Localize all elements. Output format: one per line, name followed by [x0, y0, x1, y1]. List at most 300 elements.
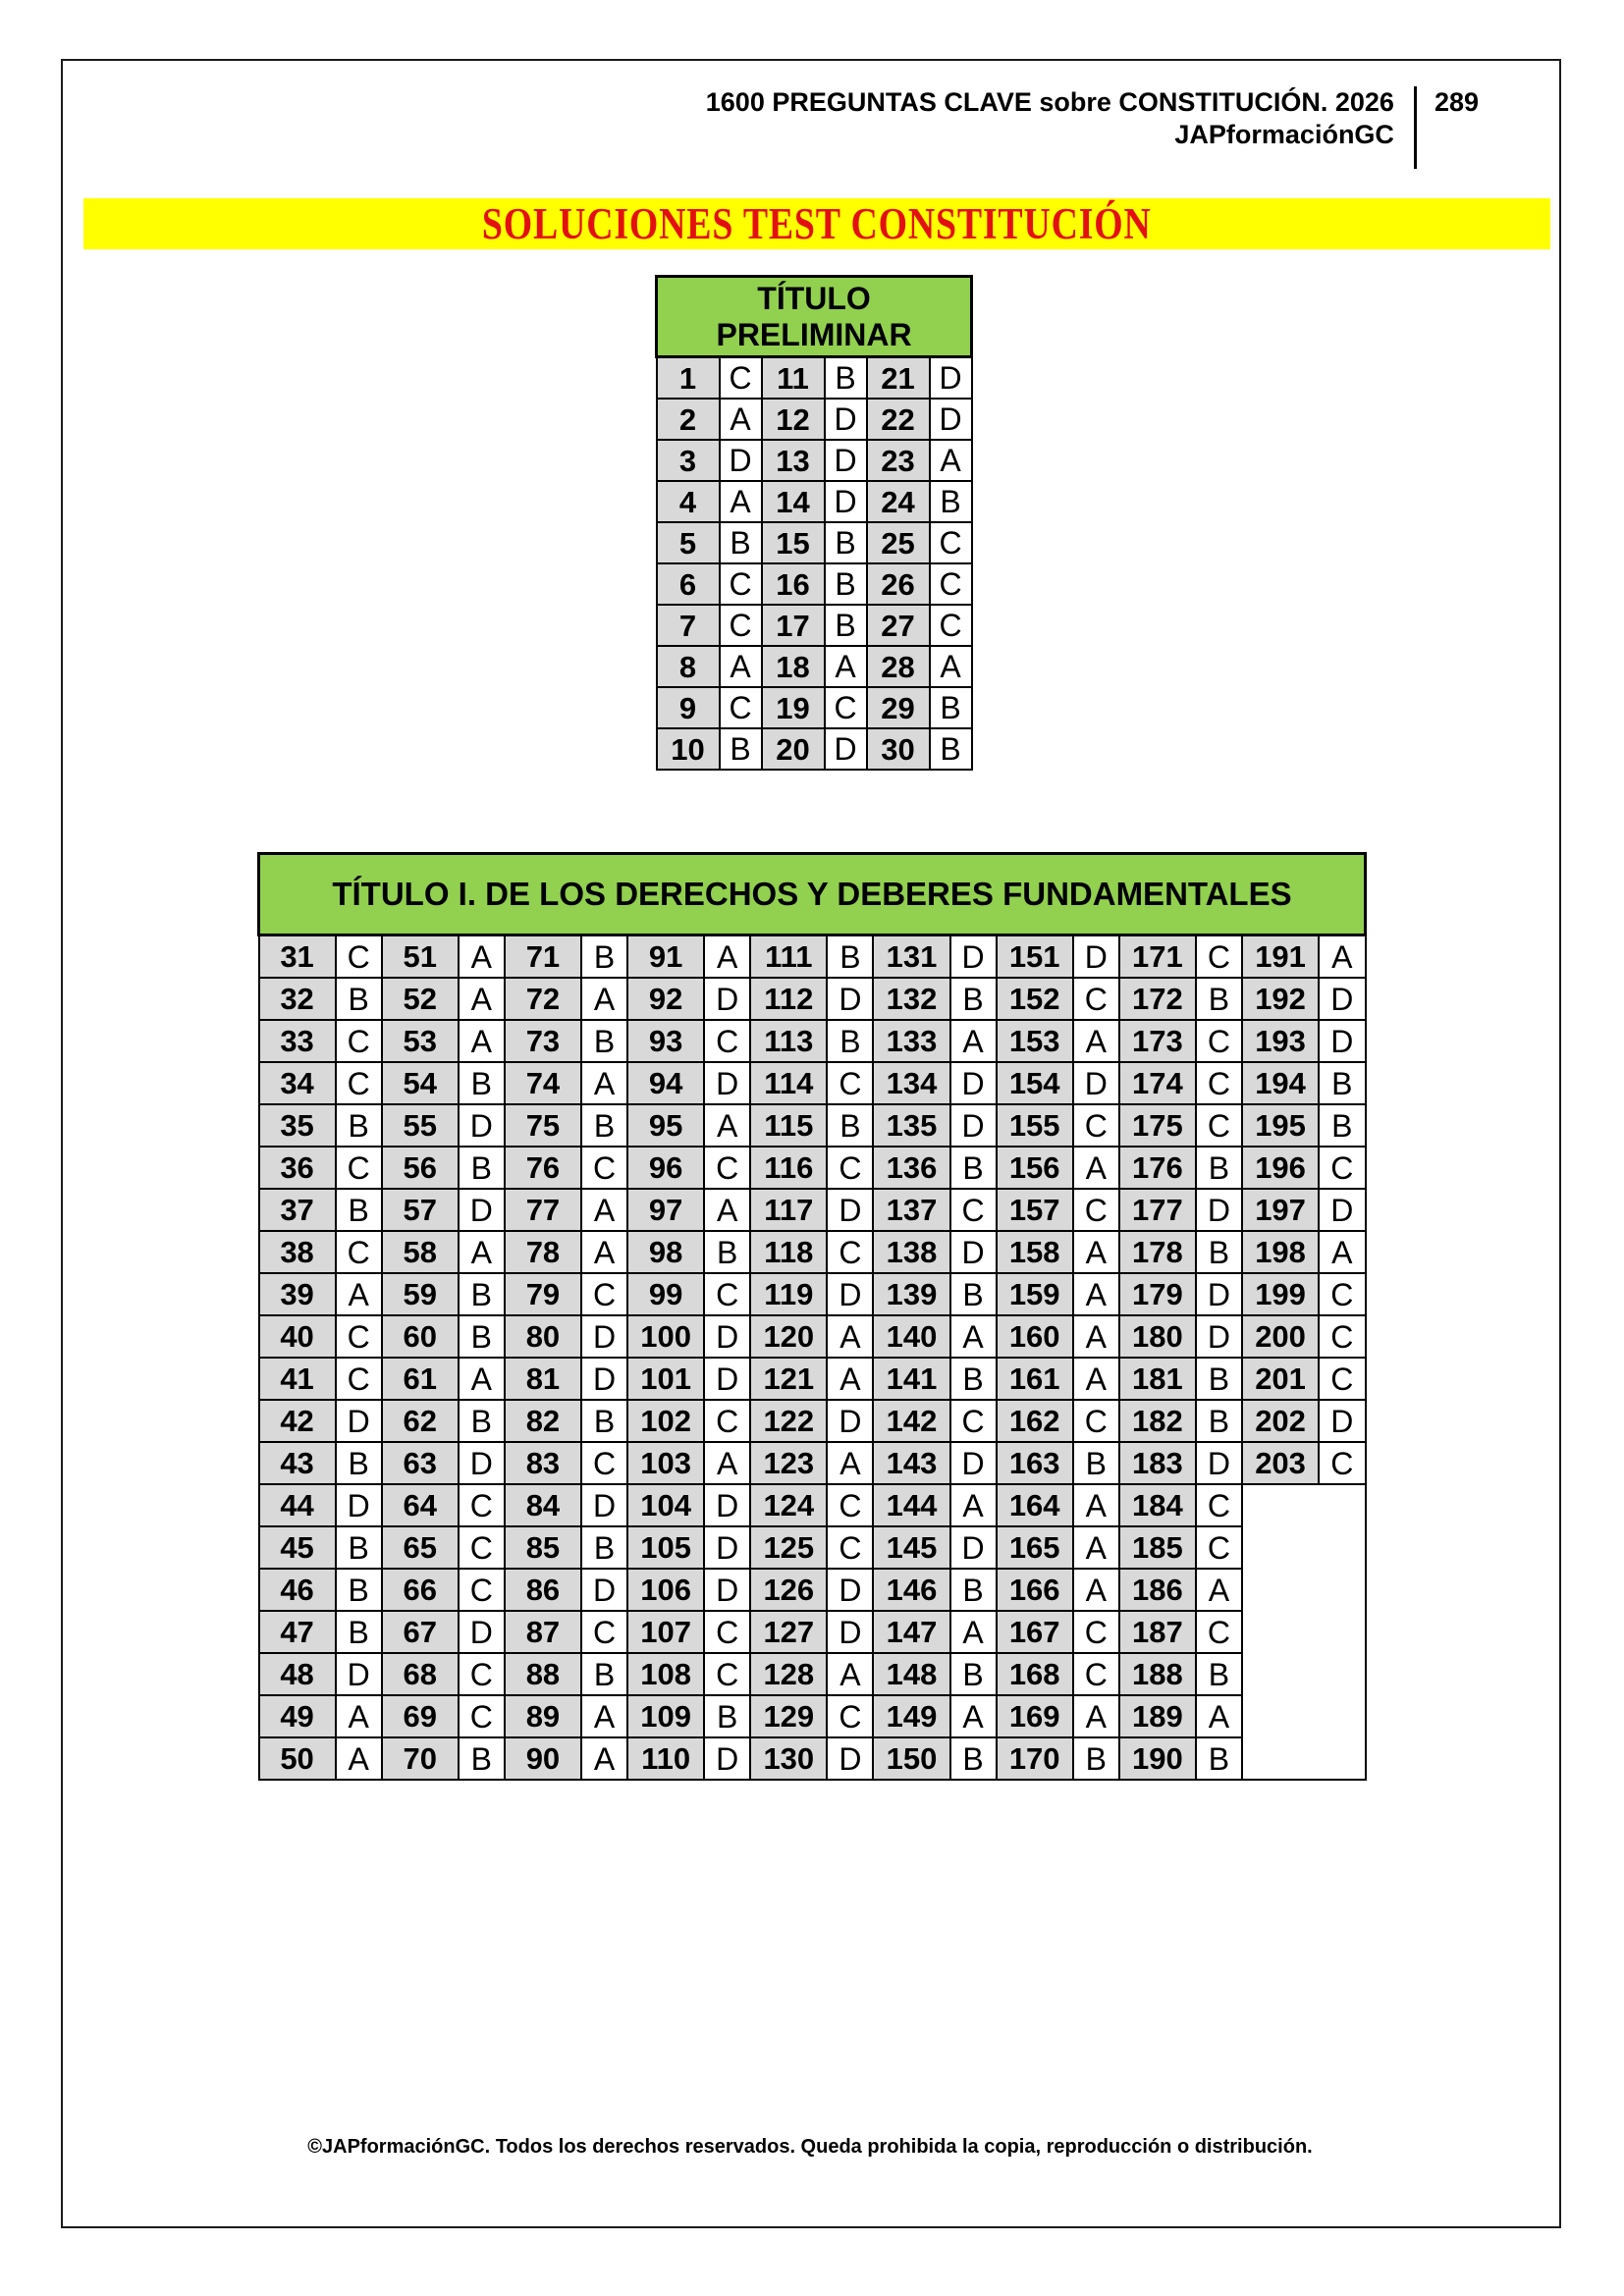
answer-letter-cell: A — [827, 1653, 873, 1695]
question-number-cell: 99 — [627, 1273, 704, 1315]
answer-row — [259, 1020, 1366, 1062]
answer-letter-cell: D — [581, 1569, 627, 1611]
answer-letter-cell: A — [1073, 1484, 1119, 1526]
question-number-cell: 104 — [627, 1484, 704, 1526]
question-number-cell: 188 — [1119, 1653, 1196, 1695]
question-number-cell: 171 — [1119, 935, 1196, 979]
question-number-cell: 169 — [997, 1695, 1073, 1737]
question-number-cell: 94 — [627, 1062, 704, 1104]
question-number-cell: 69 — [382, 1695, 459, 1737]
answer-letter-cell: B — [1196, 1147, 1242, 1189]
question-number-cell: 170 — [997, 1737, 1073, 1780]
question-number-cell: 45 — [259, 1526, 336, 1569]
answer-letter-cell: B — [459, 1737, 505, 1780]
answer-letter-cell: C — [1073, 1653, 1119, 1695]
answer-letter-cell: A — [720, 399, 762, 440]
answer-letter-cell: B — [581, 1653, 627, 1695]
answer-letter-cell: D — [930, 357, 972, 400]
answer-letter-cell: D — [950, 1062, 997, 1104]
question-number-cell: 102 — [627, 1400, 704, 1442]
answer-letter-cell: C — [336, 1147, 382, 1189]
answer-letter-cell: D — [825, 728, 867, 770]
answer-row — [259, 1358, 1366, 1400]
answer-letter-cell: A — [827, 1442, 873, 1484]
answer-letter-cell: C — [827, 1062, 873, 1104]
question-number-cell: 96 — [627, 1147, 704, 1189]
question-number-cell: 62 — [382, 1400, 459, 1442]
answer-letter-cell: B — [825, 605, 867, 646]
answer-letter-cell: C — [704, 1147, 750, 1189]
question-number-cell: 190 — [1119, 1737, 1196, 1780]
question-number-cell: 140 — [873, 1315, 949, 1358]
answer-letter-cell: C — [1196, 1484, 1242, 1526]
question-number-cell: 21 — [867, 357, 930, 400]
answer-letter-cell: D — [1196, 1315, 1242, 1358]
answer-row — [259, 1569, 1366, 1611]
question-number-cell: 185 — [1119, 1526, 1196, 1569]
answer-letter-cell: B — [1319, 1062, 1365, 1104]
answer-letter-cell: C — [581, 1147, 627, 1189]
answer-row — [259, 1104, 1366, 1147]
answer-letter-cell: A — [1073, 1231, 1119, 1273]
question-number-cell: 68 — [382, 1653, 459, 1695]
answer-row — [657, 481, 972, 522]
answer-letter-cell: C — [1073, 1400, 1119, 1442]
question-number-cell: 174 — [1119, 1062, 1196, 1104]
question-number-cell: 146 — [873, 1569, 949, 1611]
question-number-cell: 123 — [750, 1442, 827, 1484]
banner-title: SOLUCIONES TEST CONSTITUCIÓN — [482, 199, 1152, 248]
answer-letter-cell: A — [704, 1442, 750, 1484]
question-number-cell: 142 — [873, 1400, 949, 1442]
answer-letter-cell: B — [720, 522, 762, 563]
answer-letter-cell: D — [1073, 935, 1119, 979]
question-number-cell: 158 — [997, 1231, 1073, 1273]
question-number-cell: 14 — [762, 481, 825, 522]
question-number-cell: 40 — [259, 1315, 336, 1358]
question-number-cell: 75 — [505, 1104, 581, 1147]
question-number-cell: 34 — [259, 1062, 336, 1104]
answer-letter-cell: A — [950, 1020, 997, 1062]
question-number-cell: 54 — [382, 1062, 459, 1104]
answer-letter-cell: C — [704, 1653, 750, 1695]
question-number-cell: 195 — [1242, 1104, 1319, 1147]
answer-letter-cell: A — [1196, 1695, 1242, 1737]
question-number-cell: 92 — [627, 978, 704, 1020]
answer-letter-cell: C — [827, 1526, 873, 1569]
answer-letter-cell: C — [720, 605, 762, 646]
question-number-cell: 157 — [997, 1189, 1073, 1231]
answer-letter-cell: A — [1319, 935, 1365, 979]
answer-row — [657, 687, 972, 728]
answer-letter-cell: C — [336, 1062, 382, 1104]
question-number-cell: 186 — [1119, 1569, 1196, 1611]
question-number-cell: 117 — [750, 1189, 827, 1231]
question-number-cell: 53 — [382, 1020, 459, 1062]
question-number-cell: 177 — [1119, 1189, 1196, 1231]
question-number-cell: 129 — [750, 1695, 827, 1737]
answer-letter-cell: D — [704, 1569, 750, 1611]
question-number-cell: 145 — [873, 1526, 949, 1569]
question-number-cell: 199 — [1242, 1273, 1319, 1315]
question-number-cell: 119 — [750, 1273, 827, 1315]
answer-letter-cell: C — [336, 1315, 382, 1358]
answer-letter-cell: D — [950, 1104, 997, 1147]
answer-letter-cell: C — [704, 1611, 750, 1653]
question-number-cell: 6 — [657, 563, 720, 605]
answer-letter-cell: C — [336, 935, 382, 979]
question-number-cell: 164 — [997, 1484, 1073, 1526]
question-number-cell: 155 — [997, 1104, 1073, 1147]
empty-cell — [1242, 1484, 1366, 1780]
question-number-cell: 28 — [867, 646, 930, 687]
question-number-cell: 76 — [505, 1147, 581, 1189]
question-number-cell: 95 — [627, 1104, 704, 1147]
answer-letter-cell: B — [825, 522, 867, 563]
answer-letter-cell: D — [827, 1273, 873, 1315]
answer-letter-cell: D — [1319, 1400, 1365, 1442]
answer-row — [657, 522, 972, 563]
answer-letter-cell: C — [336, 1020, 382, 1062]
table-title: TÍTULO I. DE LOS DERECHOS Y DEBERES FUNDAMENTALES — [259, 854, 1366, 935]
answer-letter-cell: C — [1196, 1062, 1242, 1104]
question-number-cell: 180 — [1119, 1315, 1196, 1358]
answer-letter-cell: D — [459, 1104, 505, 1147]
answer-row — [259, 1526, 1366, 1569]
answer-letter-cell: B — [459, 1062, 505, 1104]
question-number-cell: 163 — [997, 1442, 1073, 1484]
question-number-cell: 162 — [997, 1400, 1073, 1442]
answer-letter-cell: A — [950, 1484, 997, 1526]
question-number-cell: 81 — [505, 1358, 581, 1400]
answer-letter-cell: B — [459, 1273, 505, 1315]
question-number-cell: 56 — [382, 1147, 459, 1189]
answer-letter-cell: D — [1319, 1020, 1365, 1062]
answer-letter-cell: B — [336, 1442, 382, 1484]
answers-body — [657, 357, 972, 771]
header-divider — [1414, 86, 1417, 169]
answer-letter-cell: C — [459, 1653, 505, 1695]
question-number-cell: 138 — [873, 1231, 949, 1273]
question-number-cell: 101 — [627, 1358, 704, 1400]
question-number-cell: 136 — [873, 1147, 949, 1189]
question-number-cell: 19 — [762, 687, 825, 728]
question-number-cell: 5 — [657, 522, 720, 563]
answer-letter-cell: A — [459, 1231, 505, 1273]
answer-letter-cell: C — [1319, 1273, 1365, 1315]
answer-letter-cell: C — [1196, 1526, 1242, 1569]
question-number-cell: 128 — [750, 1653, 827, 1695]
question-number-cell: 65 — [382, 1526, 459, 1569]
answer-letter-cell: C — [827, 1484, 873, 1526]
answer-letter-cell: A — [950, 1695, 997, 1737]
answer-letter-cell: C — [950, 1400, 997, 1442]
answer-letter-cell: C — [1196, 1611, 1242, 1653]
question-number-cell: 182 — [1119, 1400, 1196, 1442]
question-number-cell: 135 — [873, 1104, 949, 1147]
answer-row — [259, 978, 1366, 1020]
question-number-cell: 39 — [259, 1273, 336, 1315]
question-number-cell: 37 — [259, 1189, 336, 1231]
question-number-cell: 74 — [505, 1062, 581, 1104]
question-number-cell: 13 — [762, 440, 825, 481]
answer-row — [657, 357, 972, 400]
question-number-cell: 184 — [1119, 1484, 1196, 1526]
answer-letter-cell: D — [1319, 1189, 1365, 1231]
answer-letter-cell: B — [336, 1611, 382, 1653]
question-number-cell: 35 — [259, 1104, 336, 1147]
question-number-cell: 137 — [873, 1189, 949, 1231]
answer-letter-cell: A — [459, 935, 505, 979]
question-number-cell: 98 — [627, 1231, 704, 1273]
answer-letter-cell: C — [720, 687, 762, 728]
question-number-cell: 203 — [1242, 1442, 1319, 1484]
answer-letter-cell: D — [1319, 978, 1365, 1020]
answer-letter-cell: B — [336, 1569, 382, 1611]
question-number-cell: 61 — [382, 1358, 459, 1400]
answer-letter-cell: A — [336, 1695, 382, 1737]
question-number-cell: 2 — [657, 399, 720, 440]
answer-letter-cell: A — [827, 1358, 873, 1400]
answer-letter-cell: A — [950, 1611, 997, 1653]
question-number-cell: 47 — [259, 1611, 336, 1653]
answer-row — [657, 440, 972, 481]
question-number-cell: 10 — [657, 728, 720, 770]
answer-letter-cell: B — [950, 1273, 997, 1315]
answer-letter-cell: B — [336, 1526, 382, 1569]
answer-letter-cell: A — [930, 440, 972, 481]
table-header-row — [657, 277, 972, 357]
answer-row — [657, 563, 972, 605]
answer-letter-cell: B — [1196, 1231, 1242, 1273]
question-number-cell: 73 — [505, 1020, 581, 1062]
question-number-cell: 198 — [1242, 1231, 1319, 1273]
question-number-cell: 3 — [657, 440, 720, 481]
question-number-cell: 167 — [997, 1611, 1073, 1653]
answer-letter-cell: B — [950, 1737, 997, 1780]
answer-letter-cell: B — [1196, 978, 1242, 1020]
answer-letter-cell: A — [581, 1189, 627, 1231]
answer-row — [259, 1273, 1366, 1315]
answer-letter-cell: A — [581, 1737, 627, 1780]
answer-letter-cell: A — [1196, 1569, 1242, 1611]
answer-letter-cell: A — [825, 646, 867, 687]
copyright-footer: ©JAPformaciónGC. Todos los derechos reservados. Queda prohibida la copia, reproducción o distribución. — [307, 2136, 1313, 2158]
question-number-cell: 126 — [750, 1569, 827, 1611]
question-number-cell: 192 — [1242, 978, 1319, 1020]
answer-letter-cell: C — [704, 1400, 750, 1442]
answer-letter-cell: D — [827, 1611, 873, 1653]
answer-letter-cell: B — [827, 935, 873, 979]
answer-letter-cell: A — [336, 1273, 382, 1315]
question-number-cell: 132 — [873, 978, 949, 1020]
question-number-cell: 103 — [627, 1442, 704, 1484]
question-number-cell: 82 — [505, 1400, 581, 1442]
answer-letter-cell: D — [581, 1484, 627, 1526]
table-header-row — [259, 854, 1366, 935]
answer-letter-cell: B — [950, 978, 997, 1020]
titulo-preliminar-table — [655, 275, 973, 771]
question-number-cell: 160 — [997, 1315, 1073, 1358]
answer-row — [259, 1400, 1366, 1442]
answer-letter-cell: D — [704, 1737, 750, 1780]
question-number-cell: 38 — [259, 1231, 336, 1273]
answer-letter-cell: B — [825, 563, 867, 605]
answer-letter-cell: D — [1073, 1062, 1119, 1104]
answer-letter-cell: A — [827, 1315, 873, 1358]
answer-letter-cell: D — [459, 1442, 505, 1484]
question-number-cell: 55 — [382, 1104, 459, 1147]
answer-letter-cell: C — [1319, 1358, 1365, 1400]
question-number-cell: 130 — [750, 1737, 827, 1780]
answer-letter-cell: A — [704, 935, 750, 979]
section-banner — [83, 198, 1550, 249]
answer-row — [259, 1189, 1366, 1231]
answer-letter-cell: B — [950, 1358, 997, 1400]
answer-row — [259, 1442, 1366, 1484]
answer-letter-cell: D — [704, 1062, 750, 1104]
answer-letter-cell: C — [1319, 1315, 1365, 1358]
question-number-cell: 44 — [259, 1484, 336, 1526]
question-number-cell: 172 — [1119, 978, 1196, 1020]
question-number-cell: 7 — [657, 605, 720, 646]
question-number-cell: 63 — [382, 1442, 459, 1484]
answer-letter-cell: C — [459, 1569, 505, 1611]
question-number-cell: 89 — [505, 1695, 581, 1737]
answer-row — [259, 1484, 1366, 1526]
question-number-cell: 64 — [382, 1484, 459, 1526]
question-number-cell: 4 — [657, 481, 720, 522]
question-number-cell: 183 — [1119, 1442, 1196, 1484]
question-number-cell: 106 — [627, 1569, 704, 1611]
answer-letter-cell: D — [1196, 1442, 1242, 1484]
question-number-cell: 11 — [762, 357, 825, 400]
question-number-cell: 122 — [750, 1400, 827, 1442]
answer-letter-cell: B — [459, 1315, 505, 1358]
question-number-cell: 41 — [259, 1358, 336, 1400]
table-title: TÍTULO PRELIMINAR — [657, 277, 972, 357]
question-number-cell: 189 — [1119, 1695, 1196, 1737]
answer-row — [657, 399, 972, 440]
question-number-cell: 23 — [867, 440, 930, 481]
question-number-cell: 50 — [259, 1737, 336, 1780]
question-number-cell: 46 — [259, 1569, 336, 1611]
answer-letter-cell: A — [1073, 1273, 1119, 1315]
answer-letter-cell: A — [704, 1189, 750, 1231]
question-number-cell: 107 — [627, 1611, 704, 1653]
question-number-cell: 91 — [627, 935, 704, 979]
question-number-cell: 77 — [505, 1189, 581, 1231]
answer-letter-cell: C — [827, 1147, 873, 1189]
question-number-cell: 110 — [627, 1737, 704, 1780]
answer-letter-cell: C — [1073, 1104, 1119, 1147]
question-number-cell: 193 — [1242, 1020, 1319, 1062]
question-number-cell: 144 — [873, 1484, 949, 1526]
question-number-cell: 79 — [505, 1273, 581, 1315]
answer-letter-cell: B — [950, 1653, 997, 1695]
question-number-cell: 154 — [997, 1062, 1073, 1104]
question-number-cell: 1 — [657, 357, 720, 400]
answer-letter-cell: C — [1196, 1104, 1242, 1147]
answer-row — [259, 1147, 1366, 1189]
answer-letter-cell: D — [827, 1400, 873, 1442]
question-number-cell: 87 — [505, 1611, 581, 1653]
question-number-cell: 178 — [1119, 1231, 1196, 1273]
question-number-cell: 48 — [259, 1653, 336, 1695]
answer-letter-cell: D — [704, 1315, 750, 1358]
answer-row — [657, 646, 972, 687]
titulo-i-table — [257, 852, 1367, 1781]
question-number-cell: 114 — [750, 1062, 827, 1104]
answer-letter-cell: C — [720, 563, 762, 605]
answer-letter-cell: B — [704, 1695, 750, 1737]
answer-letter-cell: A — [950, 1315, 997, 1358]
question-number-cell: 30 — [867, 728, 930, 770]
question-number-cell: 147 — [873, 1611, 949, 1653]
answer-letter-cell: A — [704, 1104, 750, 1147]
answer-letter-cell: C — [459, 1484, 505, 1526]
question-number-cell: 12 — [762, 399, 825, 440]
question-number-cell: 16 — [762, 563, 825, 605]
question-number-cell: 88 — [505, 1653, 581, 1695]
question-number-cell: 194 — [1242, 1062, 1319, 1104]
answer-letter-cell: B — [825, 357, 867, 400]
question-number-cell: 196 — [1242, 1147, 1319, 1189]
question-number-cell: 32 — [259, 978, 336, 1020]
question-number-cell: 9 — [657, 687, 720, 728]
question-number-cell: 27 — [867, 605, 930, 646]
question-number-cell: 118 — [750, 1231, 827, 1273]
question-number-cell: 173 — [1119, 1020, 1196, 1062]
answer-letter-cell: C — [1073, 1189, 1119, 1231]
answer-letter-cell: D — [336, 1653, 382, 1695]
answer-letter-cell: B — [1319, 1104, 1365, 1147]
question-number-cell: 179 — [1119, 1273, 1196, 1315]
question-number-cell: 127 — [750, 1611, 827, 1653]
answer-letter-cell: B — [930, 728, 972, 770]
answer-row — [657, 605, 972, 646]
question-number-cell: 100 — [627, 1315, 704, 1358]
question-number-cell: 22 — [867, 399, 930, 440]
question-number-cell: 115 — [750, 1104, 827, 1147]
answer-letter-cell: B — [1196, 1737, 1242, 1780]
answer-letter-cell: B — [1196, 1358, 1242, 1400]
answer-letter-cell: C — [930, 563, 972, 605]
answer-row — [259, 1611, 1366, 1653]
answer-letter-cell: C — [1073, 978, 1119, 1020]
answer-letter-cell: C — [827, 1231, 873, 1273]
question-number-cell: 181 — [1119, 1358, 1196, 1400]
question-number-cell: 31 — [259, 935, 336, 979]
question-number-cell: 197 — [1242, 1189, 1319, 1231]
answer-letter-cell: C — [930, 605, 972, 646]
answer-letter-cell: C — [704, 1020, 750, 1062]
answer-letter-cell: D — [704, 1358, 750, 1400]
answer-letter-cell: A — [1073, 1569, 1119, 1611]
answer-letter-cell: A — [459, 978, 505, 1020]
question-number-cell: 52 — [382, 978, 459, 1020]
question-number-cell: 85 — [505, 1526, 581, 1569]
answer-letter-cell: D — [950, 935, 997, 979]
answer-row — [259, 1695, 1366, 1737]
answer-letter-cell: C — [581, 1611, 627, 1653]
answer-letter-cell: C — [336, 1231, 382, 1273]
answer-letter-cell: D — [827, 1737, 873, 1780]
question-number-cell: 124 — [750, 1484, 827, 1526]
question-number-cell: 176 — [1119, 1147, 1196, 1189]
question-number-cell: 20 — [762, 728, 825, 770]
answer-letter-cell: D — [825, 399, 867, 440]
